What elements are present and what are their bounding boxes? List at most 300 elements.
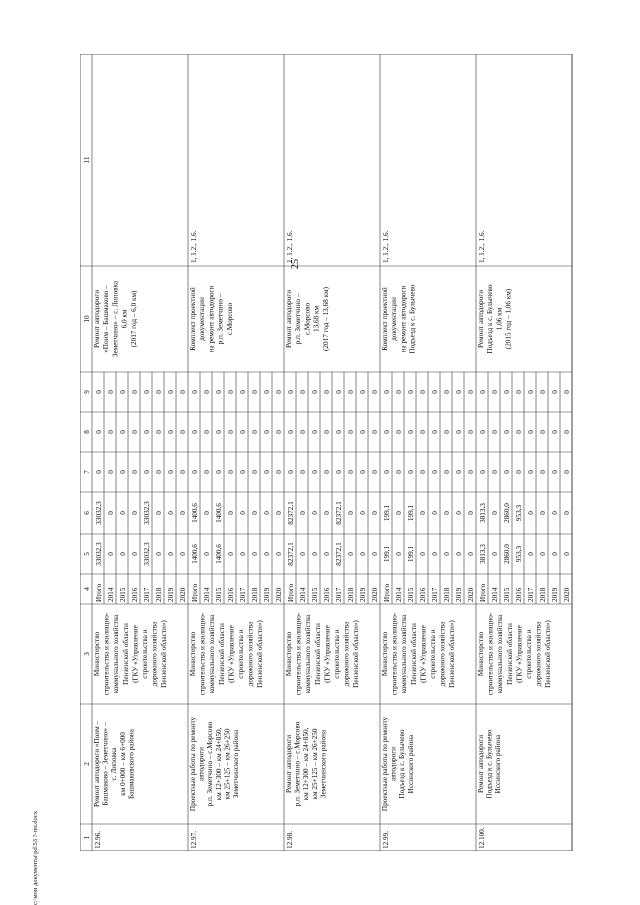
amount-cell: 0 xyxy=(227,552,235,556)
amount-cell: 0 xyxy=(131,511,139,515)
amount-cell: 0 xyxy=(551,552,559,556)
amount-cell: 0 xyxy=(203,470,211,474)
amount-cell: 0 xyxy=(179,552,187,556)
amount-cell: 0 xyxy=(107,511,115,515)
amount-cell: 953,3 xyxy=(515,504,523,522)
expected-result: с.Морсово xyxy=(225,302,234,336)
amount-cell: 0 xyxy=(371,390,379,394)
measure-name: Ремонт автодороги «Поим – xyxy=(93,720,101,808)
expected-result: на ремонт автодороги xyxy=(399,285,408,353)
measure-name: Земетчинского района xyxy=(232,729,240,799)
year-cell: 2019 xyxy=(455,587,463,602)
year-cell: Итого xyxy=(287,583,295,602)
executor-name: строительства и xyxy=(237,629,245,679)
year-cell: 2017 xyxy=(335,587,343,602)
amount-cell: 0 xyxy=(155,511,163,515)
amount-cell: 0 xyxy=(563,470,571,474)
amount-cell: 0 xyxy=(419,511,427,515)
amount-cell: 0 xyxy=(431,390,439,394)
amount-cell: 0 xyxy=(299,511,307,515)
amount-cell: 0 xyxy=(395,390,403,394)
measure-name: км 12+300 – км 24+850, xyxy=(214,727,223,801)
amount-cell: 0 xyxy=(299,390,307,394)
amount-cell: 0 xyxy=(419,470,427,474)
amount-cell: 0 xyxy=(395,511,403,515)
amount-cell: 0 xyxy=(263,470,271,474)
amount-cell: 0 xyxy=(359,511,367,515)
executor-name: строительства и жилищно- xyxy=(294,612,303,696)
amount-cell: 0 xyxy=(131,390,139,394)
executor-name: Пензенской области») xyxy=(448,620,457,688)
amount-cell: 0 xyxy=(275,552,283,556)
amount-cell: 0 xyxy=(563,552,571,556)
program-table xyxy=(80,54,580,851)
amount-cell: 0 xyxy=(563,430,571,434)
executor-name: Министерство xyxy=(477,631,485,677)
amount-cell: 0 xyxy=(323,552,331,556)
amount-cell: 0 xyxy=(119,511,127,515)
column-number-header: 3 xyxy=(83,652,91,656)
executor-name: строительства и xyxy=(141,629,149,679)
executor-name: строительства и жилищно- xyxy=(390,612,399,696)
amount-cell: 0 xyxy=(335,430,343,434)
executor-name: Министерство xyxy=(381,631,389,677)
amount-cell: 0 xyxy=(491,511,499,515)
amount-cell: 0 xyxy=(395,470,403,474)
expected-result: с.Морсово xyxy=(303,302,312,336)
column-number-header: 7 xyxy=(83,470,91,474)
amount-cell: 0 xyxy=(191,390,199,394)
amount-cell: 33032,3 xyxy=(143,501,151,525)
measure-name: Проектные работы по ремонту xyxy=(189,716,197,812)
amount-cell: 0 xyxy=(491,470,499,474)
year-cell: 2015 xyxy=(503,587,511,602)
amount-cell: 0 xyxy=(491,390,499,394)
amount-cell: 0 xyxy=(239,430,247,434)
year-cell: 2019 xyxy=(167,587,175,602)
year-cell: Итого xyxy=(383,583,391,602)
expected-result: на ремонт автодороги xyxy=(207,285,216,353)
year-cell: 2017 xyxy=(239,587,247,602)
amount-cell: 0 xyxy=(527,470,535,474)
amount-cell: 0 xyxy=(491,430,499,434)
year-cell: 2017 xyxy=(143,587,151,602)
amount-cell: 0 xyxy=(251,470,259,474)
amount-cell: 0 xyxy=(227,430,235,434)
measure-name: Иссинского района xyxy=(494,734,503,794)
expected-result: Ремонт автодороги xyxy=(93,289,101,349)
executor-name: Пензенской области xyxy=(217,623,226,685)
executor-name: коммунального хозяйства xyxy=(112,614,121,694)
amount-cell: 0 xyxy=(215,430,223,434)
column-number-header: 11 xyxy=(83,156,91,164)
amount-cell: 0 xyxy=(419,430,427,434)
measure-name: р.п. Земетчино – с.Морсово xyxy=(293,721,302,807)
expected-result: р.п. Земетчино – xyxy=(294,293,303,345)
year-cell: 2016 xyxy=(131,587,139,602)
executor-name: дорожного хозяйства xyxy=(438,621,447,687)
year-cell: 2015 xyxy=(311,587,319,602)
amount-cell: 0 xyxy=(251,430,259,434)
amount-cell: 0 xyxy=(131,552,139,556)
executor-name: строительства и жилищно- xyxy=(198,612,207,696)
column-number-header: 4 xyxy=(83,587,91,591)
column-number-header: 6 xyxy=(83,511,91,515)
measure-name: км 12+300 – км 24+850, xyxy=(302,727,311,801)
expected-result: Комплект проектной xyxy=(381,287,389,351)
amount-cell: 199,1 xyxy=(407,545,415,563)
measure-name: Подъезд к с. Булычево xyxy=(485,729,494,799)
year-cell: 2018 xyxy=(539,587,547,602)
amount-cell: 0 xyxy=(515,430,523,434)
amount-cell: 0 xyxy=(347,470,355,474)
amount-cell: 0 xyxy=(491,552,499,556)
measure-name: Ремонт автодороги xyxy=(477,734,485,794)
amount-cell: 33032,3 xyxy=(143,542,151,566)
amount-cell: 0 xyxy=(359,552,367,556)
amount-cell: 0 xyxy=(383,430,391,434)
executor-name: коммунального хозяйства xyxy=(208,614,217,694)
amount-cell: 0 xyxy=(443,390,451,394)
amount-cell: 0 xyxy=(251,552,259,556)
executor-name: (ГКУ «Управление xyxy=(419,625,428,683)
year-cell: 2016 xyxy=(515,587,523,602)
amount-cell: 0 xyxy=(551,390,559,394)
amount-cell: 0 xyxy=(359,390,367,394)
amount-cell: 0 xyxy=(467,552,475,556)
amount-cell: 82372,1 xyxy=(335,501,343,525)
measure-name: Подъезд к с. Булычево xyxy=(398,729,407,799)
amount-cell: 0 xyxy=(563,511,571,515)
amount-cell: 33032,3 xyxy=(95,501,103,525)
amount-cell: 0 xyxy=(443,470,451,474)
executor-name: коммунального хозяйства xyxy=(496,614,505,694)
expected-result: (2017 год – 6,0 км) xyxy=(129,290,138,348)
amount-cell: 0 xyxy=(431,511,439,515)
executor-name: дорожного хозяйства xyxy=(246,621,255,687)
amount-cell: 0 xyxy=(119,552,127,556)
executor-name: Министерство xyxy=(189,631,197,677)
amount-cell: 0 xyxy=(119,430,127,434)
amount-cell: 0 xyxy=(383,470,391,474)
measure-name: Башмаково – Земетчино» – xyxy=(101,722,110,806)
amount-cell: 0 xyxy=(539,552,547,556)
amount-cell: 0 xyxy=(407,390,415,394)
measure-name: автодороги xyxy=(389,746,398,782)
year-cell: 2015 xyxy=(407,587,415,602)
amount-cell: 0 xyxy=(467,390,475,394)
amount-cell: 0 xyxy=(539,470,547,474)
amount-cell: 0 xyxy=(455,552,463,556)
amount-cell: 0 xyxy=(275,430,283,434)
amount-cell: 0 xyxy=(191,470,199,474)
amount-cell: 3813,3 xyxy=(479,503,487,523)
executor-name: (ГКУ «Управление xyxy=(515,625,524,683)
amount-cell: 0 xyxy=(527,511,535,515)
amount-cell: 0 xyxy=(95,390,103,394)
amount-cell: 0 xyxy=(371,552,379,556)
amount-cell: 0 xyxy=(455,470,463,474)
executor-name: строительства и жилищно- xyxy=(486,612,495,696)
expected-result: Подъезд к с. Булычево xyxy=(408,284,417,354)
amount-cell: 0 xyxy=(551,470,559,474)
amount-cell: 0 xyxy=(299,470,307,474)
measure-name: Башмаковского района xyxy=(127,729,136,799)
amount-cell: 0 xyxy=(455,430,463,434)
year-cell: 2019 xyxy=(551,587,559,602)
executor-name: строительства и xyxy=(333,629,341,679)
amount-cell: 0 xyxy=(155,390,163,394)
year-cell: 2020 xyxy=(371,587,379,602)
amount-cell: 0 xyxy=(515,390,523,394)
amount-cell: 0 xyxy=(551,511,559,515)
expected-result: р.п. Земетчино – xyxy=(216,293,225,345)
table-grid xyxy=(80,54,572,851)
amount-cell: 0 xyxy=(215,470,223,474)
amount-cell: 0 xyxy=(227,390,235,394)
amount-cell: 0 xyxy=(143,390,151,394)
amount-cell: 0 xyxy=(107,470,115,474)
amount-cell: 0 xyxy=(287,390,295,394)
amount-cell: 0 xyxy=(527,552,535,556)
measure-name: Ремонт автодороги xyxy=(285,734,293,794)
executor-name: коммунального хозяйства xyxy=(400,614,409,694)
column-number-header: 5 xyxy=(83,552,91,556)
amount-cell: 0 xyxy=(335,470,343,474)
amount-cell: 0 xyxy=(203,511,211,515)
amount-cell: 0 xyxy=(311,390,319,394)
row-number: 12.99. xyxy=(382,831,390,849)
year-cell: 2015 xyxy=(215,587,223,602)
amount-cell: 0 xyxy=(155,552,163,556)
amount-cell: 0 xyxy=(179,430,187,434)
year-cell: 2014 xyxy=(299,587,307,602)
amount-cell: 0 xyxy=(479,390,487,394)
amount-cell: 0 xyxy=(443,430,451,434)
column-number-header: 2 xyxy=(83,762,91,766)
executor-name: Пензенской области xyxy=(409,623,418,685)
indicator-reference: 1, 1.2., 1.6. xyxy=(190,230,198,263)
amount-cell: 33032,3 xyxy=(95,542,103,566)
amount-cell: 0 xyxy=(203,390,211,394)
amount-cell: 0 xyxy=(347,430,355,434)
executor-name: Пензенской области xyxy=(121,623,130,685)
row-number: 12.97. xyxy=(190,831,198,849)
amount-cell: 0 xyxy=(359,430,367,434)
amount-cell: 0 xyxy=(107,552,115,556)
amount-cell: 0 xyxy=(395,430,403,434)
amount-cell: 0 xyxy=(395,552,403,556)
amount-cell: 0 xyxy=(539,511,547,515)
amount-cell: 0 xyxy=(563,390,571,394)
measure-name: км 25+125 – км 26+250 xyxy=(310,728,319,800)
executor-name: строительства и xyxy=(429,629,437,679)
amount-cell: 0 xyxy=(179,470,187,474)
amount-cell: 0 xyxy=(191,430,199,434)
amount-cell: 0 xyxy=(227,470,235,474)
amount-cell: 199,1 xyxy=(407,504,415,522)
measure-name: Проектные работы по ремонту xyxy=(381,716,389,812)
indicator-reference: 1, 1.2., 1.6. xyxy=(382,230,390,263)
amount-cell: 0 xyxy=(119,390,127,394)
expected-result: Ремонт автодороги xyxy=(477,289,485,349)
amount-cell: 0 xyxy=(407,470,415,474)
amount-cell: 953,3 xyxy=(515,545,523,563)
amount-cell: 0 xyxy=(539,390,547,394)
amount-cell: 0 xyxy=(179,390,187,394)
executor-name: дорожного хозяйства xyxy=(342,621,351,687)
amount-cell: 0 xyxy=(443,552,451,556)
executor-name: строительства и жилищно- xyxy=(102,612,111,696)
amount-cell: 0 xyxy=(95,470,103,474)
amount-cell: 0 xyxy=(323,390,331,394)
year-cell: 2015 xyxy=(119,587,127,602)
amount-cell: 0 xyxy=(539,430,547,434)
amount-cell: 0 xyxy=(503,390,511,394)
amount-cell: 0 xyxy=(143,470,151,474)
executor-name: Министерство xyxy=(285,631,293,677)
year-cell: 2014 xyxy=(395,587,403,602)
expected-result: 1,06 км xyxy=(495,307,504,331)
amount-cell: 0 xyxy=(383,390,391,394)
amount-cell: 0 xyxy=(347,511,355,515)
amount-cell: 0 xyxy=(275,390,283,394)
amount-cell: 1400,6 xyxy=(215,544,223,564)
year-cell: Итого xyxy=(95,583,103,602)
measure-name: Иссинского района xyxy=(406,734,415,794)
amount-cell: 0 xyxy=(407,430,415,434)
amount-cell: 82372,1 xyxy=(287,501,295,525)
amount-cell: 0 xyxy=(347,552,355,556)
amount-cell: 2860,0 xyxy=(503,544,511,564)
amount-cell: 0 xyxy=(275,470,283,474)
year-cell: 2018 xyxy=(155,587,163,602)
amount-cell: 0 xyxy=(335,390,343,394)
amount-cell: 0 xyxy=(455,511,463,515)
expected-result: 13,68 км xyxy=(312,305,321,333)
amount-cell: 0 xyxy=(323,470,331,474)
executor-name: коммунального хозяйства xyxy=(304,614,313,694)
expected-result: (2015 год – 1,06 км) xyxy=(504,288,513,350)
amount-cell: 0 xyxy=(119,470,127,474)
amount-cell: 0 xyxy=(239,470,247,474)
measure-name: км 25+125 – км 26+250 xyxy=(223,728,232,800)
measure-name: км 0+000 – км 6+000 xyxy=(118,732,127,796)
amount-cell: 0 xyxy=(263,390,271,394)
amount-cell: 0 xyxy=(467,430,475,434)
footer-file-path: c:\мои документы\pd\53 ?-пп.docx xyxy=(32,811,39,905)
year-cell: 2018 xyxy=(347,587,355,602)
amount-cell: 0 xyxy=(419,390,427,394)
measure-name: автодороги xyxy=(197,746,206,782)
measure-name: с. Липовка xyxy=(110,747,119,781)
amount-cell: 199,1 xyxy=(383,545,391,563)
amount-cell: 0 xyxy=(131,430,139,434)
year-cell: Итого xyxy=(479,583,487,602)
amount-cell: 0 xyxy=(251,390,259,394)
amount-cell: 0 xyxy=(95,430,103,434)
amount-cell: 0 xyxy=(107,430,115,434)
amount-cell: 0 xyxy=(431,430,439,434)
amount-cell: 199,1 xyxy=(383,504,391,522)
amount-cell: 0 xyxy=(467,511,475,515)
amount-cell: 1400,6 xyxy=(191,544,199,564)
row-number: 12.96. xyxy=(94,831,102,849)
amount-cell: 0 xyxy=(299,430,307,434)
amount-cell: 0 xyxy=(503,470,511,474)
expected-result: Ремонт автодороги xyxy=(285,289,293,349)
executor-name: дорожного хозяйства xyxy=(150,621,159,687)
amount-cell: 0 xyxy=(311,511,319,515)
year-cell: 2019 xyxy=(263,587,271,602)
year-cell: 2020 xyxy=(467,587,475,602)
amount-cell: 0 xyxy=(179,511,187,515)
page-number: 25 xyxy=(290,259,301,269)
expected-result: Земетчино» – с. Липовка xyxy=(111,280,120,358)
amount-cell: 0 xyxy=(467,470,475,474)
amount-cell: 0 xyxy=(515,470,523,474)
executor-name: строительства и xyxy=(525,629,533,679)
executor-name: Пензенской области») xyxy=(352,620,361,688)
amount-cell: 0 xyxy=(299,552,307,556)
amount-cell: 0 xyxy=(431,552,439,556)
executor-name: Пензенской области») xyxy=(544,620,553,688)
amount-cell: 0 xyxy=(443,511,451,515)
column-number-header: 8 xyxy=(83,430,91,434)
amount-cell: 0 xyxy=(419,552,427,556)
measure-name: р.п. Земетчино – с.Морсово xyxy=(206,721,215,807)
year-cell: 2018 xyxy=(251,587,259,602)
amount-cell: 0 xyxy=(239,390,247,394)
amount-cell: 0 xyxy=(215,390,223,394)
year-cell: 2018 xyxy=(443,587,451,602)
expected-result: Комплект проектной xyxy=(189,287,197,351)
amount-cell: 0 xyxy=(371,511,379,515)
year-cell: 2020 xyxy=(275,587,283,602)
year-cell: 2017 xyxy=(431,587,439,602)
amount-cell: 0 xyxy=(251,511,259,515)
expected-result: документации xyxy=(390,297,399,341)
amount-cell: 0 xyxy=(143,430,151,434)
year-cell: 2014 xyxy=(107,587,115,602)
row-number: 12.98. xyxy=(286,831,294,849)
row-number: 12.100. xyxy=(478,827,486,849)
amount-cell: 0 xyxy=(155,430,163,434)
amount-cell: 0 xyxy=(371,470,379,474)
year-cell: 2014 xyxy=(491,587,499,602)
executor-name: Пензенской области xyxy=(505,623,514,685)
amount-cell: 0 xyxy=(527,430,535,434)
amount-cell: 0 xyxy=(239,552,247,556)
amount-cell: 0 xyxy=(131,470,139,474)
amount-cell: 0 xyxy=(551,430,559,434)
year-cell: 2016 xyxy=(227,587,235,602)
amount-cell: 0 xyxy=(359,470,367,474)
expected-result: (2017 год – 13,68 км) xyxy=(321,287,330,351)
year-cell: 2014 xyxy=(203,587,211,602)
amount-cell: 1400,6 xyxy=(215,503,223,523)
amount-cell: 82372,1 xyxy=(287,542,295,566)
executor-name: (ГКУ «Управление xyxy=(323,625,332,683)
executor-name: Пензенской области») xyxy=(160,620,169,688)
amount-cell: 0 xyxy=(167,552,175,556)
amount-cell: 0 xyxy=(347,390,355,394)
amount-cell: 0 xyxy=(203,552,211,556)
year-cell: Итого xyxy=(191,583,199,602)
year-cell: 2017 xyxy=(527,587,535,602)
year-cell: 2016 xyxy=(323,587,331,602)
indicator-reference: 1, 1.2., 1.6. xyxy=(478,230,486,263)
